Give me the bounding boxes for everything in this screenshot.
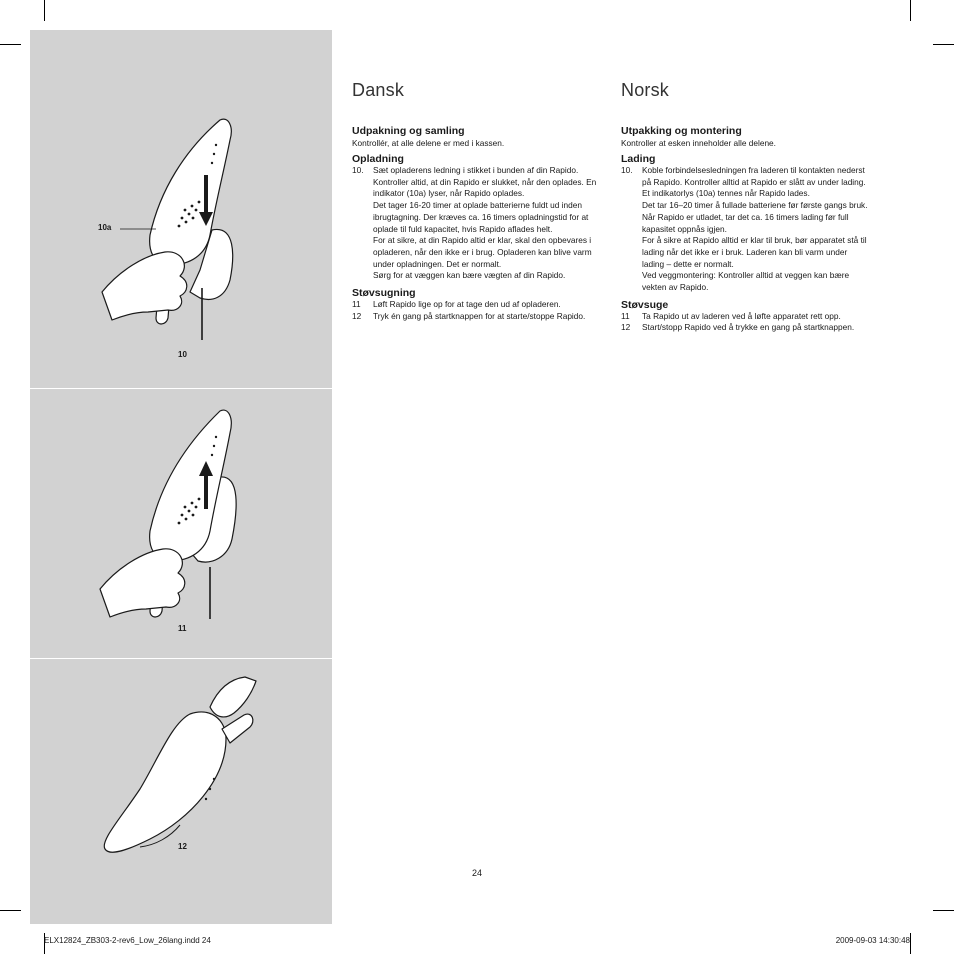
danish-language-title: Dansk bbox=[352, 80, 405, 100]
section-heading: Støvsuge bbox=[621, 298, 669, 311]
figure-10-callout-label: 10a bbox=[98, 223, 112, 232]
list-item bbox=[352, 311, 600, 323]
paragraph: For å sikre at Rapido alltid er klar til bruk, bør apparatet stå til lading når det ikke er i bruk. Laderen kan bli varm under lading – dette er normalt. bbox=[642, 235, 867, 269]
paragraph: Det tar 16–20 timer å fullade batteriene før første gangs bruk. Når Rapido er utladet, tar det ca. 16 timers lading før full kapasitet oppnås igjen. bbox=[642, 200, 868, 234]
paragraph: Det tager 16-20 timer at oplade batterierne fuldt ud inden ibrugtagning. Der kræves ca. 16 timers opladningstid for at oplade til fuld kapacitet, hvis Rapido aflades helt. bbox=[373, 200, 589, 234]
crop-mark bbox=[0, 910, 21, 911]
list-item bbox=[621, 322, 869, 334]
paragraph: Ved veggmontering: Kontroller alltid at veggen kan bære vekten av Rapido. bbox=[642, 270, 850, 293]
danish-column bbox=[352, 80, 600, 322]
list-item bbox=[621, 311, 869, 323]
crop-mark bbox=[933, 910, 954, 911]
figure-12-start-button-illustration bbox=[30, 659, 332, 924]
list-item-number: 11 bbox=[621, 310, 630, 321]
paragraph: Sæt opladerens ledning i stikket i bunden af din Rapido. Kontroller altid, at din Rapido er slukket, når den oplades. En indikator (10a) lyser, når Rapido oplades. bbox=[373, 165, 597, 199]
list-item-text: Ta Rapido ut av laderen ved å løfte apparatet rett opp. bbox=[642, 310, 841, 321]
list-item bbox=[621, 165, 869, 294]
slug-timestamp: 2009-09-03 14:30:48 bbox=[835, 936, 910, 945]
list-item-number: 12 bbox=[621, 322, 631, 333]
list-item bbox=[352, 299, 600, 311]
figure-10-charging-illustration bbox=[30, 30, 332, 388]
figure-11-lift-illustration bbox=[30, 389, 332, 658]
figure-12-number: 12 bbox=[178, 842, 187, 851]
crop-mark bbox=[933, 44, 954, 45]
crop-mark bbox=[910, 933, 911, 954]
section-heading: Støvsugning bbox=[352, 287, 416, 300]
crop-mark bbox=[44, 0, 45, 21]
crop-mark bbox=[0, 44, 21, 45]
section-heading: Opladning bbox=[352, 153, 404, 165]
list-item-text bbox=[373, 165, 600, 282]
list-item-number: 12 bbox=[352, 310, 362, 321]
section-intro: Kontroller at esken inneholder alle delene. bbox=[621, 138, 776, 148]
illustration-panel bbox=[30, 30, 332, 924]
list-item-number: 11 bbox=[352, 299, 361, 310]
list-item-number: 10. bbox=[352, 165, 364, 175]
paragraph: For at sikre, at din Rapido altid er klar, skal den opbevares i opladeren, når den ikke er i brug. Opladeren kan blive varm under opladningen. Det er normalt. bbox=[373, 235, 592, 269]
paragraph: Sørg for at væggen kan bære vægten af din Rapido. bbox=[373, 270, 566, 281]
list-item-text: Løft Rapido lige op for at tage den ud af opladeren. bbox=[373, 299, 561, 310]
figure-11-number: 11 bbox=[178, 624, 187, 633]
norwegian-language-title: Norsk bbox=[621, 80, 670, 100]
list-item-number: 10. bbox=[621, 165, 633, 175]
list-item-text bbox=[642, 165, 869, 294]
list-item-text: Start/stopp Rapido ved å trykke en gang på startknappen. bbox=[642, 322, 855, 333]
section-heading: Utpakking og montering bbox=[621, 125, 742, 137]
list-item bbox=[352, 165, 600, 282]
slug-file-info: ELX12824_ZB303-2-rev6_Low_26lang.indd 24 bbox=[44, 936, 211, 945]
section-heading: Lading bbox=[621, 153, 656, 165]
page-number: 24 bbox=[471, 868, 482, 878]
norwegian-column bbox=[621, 80, 869, 334]
crop-mark bbox=[910, 0, 911, 21]
section-heading: Udpakning og samling bbox=[352, 125, 465, 137]
list-item-text: Tryk én gang på startknappen for at starte/stoppe Rapido. bbox=[373, 310, 586, 321]
figure-10-number: 10 bbox=[178, 350, 187, 359]
section-intro: Kontrollér, at alle delene er med i kassen. bbox=[352, 138, 505, 148]
paragraph: Koble forbindelsesledningen fra laderen til kontakten nederst på Rapido. Kontroller alltid at Rapido er slått av under lading. Et indikatorlys (10a) tennes når Rapido lades. bbox=[642, 165, 866, 199]
